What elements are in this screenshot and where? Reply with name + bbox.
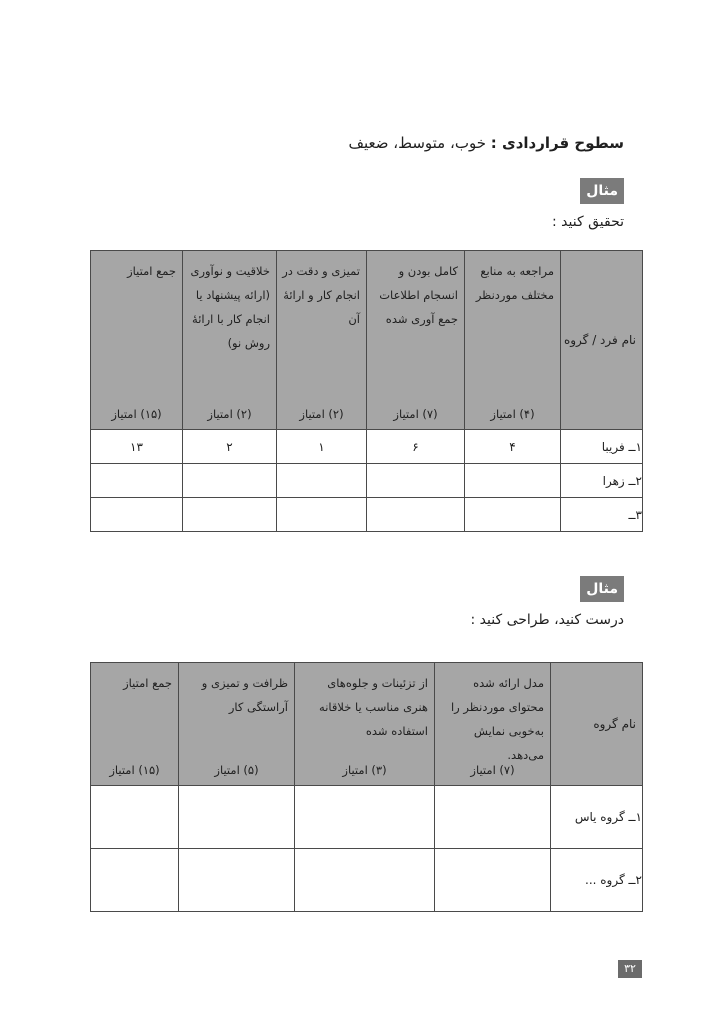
header-col: جمع امتیاز (۱۵) امتیاز [91,663,179,786]
section2-subtitle: درست کنید، طراحی کنید : [470,612,624,628]
score-cell [435,786,551,849]
score-cell: ۱ [277,430,367,464]
header-col: جمع امتیاز (۱۵) امتیاز [91,251,183,430]
row-label: ۱ــ فریبا [561,430,643,464]
score-cell: ۲ [183,430,277,464]
score-cell [91,786,179,849]
score-cell [295,786,435,849]
score-cell [277,464,367,498]
table-row [91,430,643,464]
score-cell: ۴ [465,430,561,464]
header-col: مدل ارائه شده محتوای موردنظر را به‌خوبی نمایش می‌دهد. (۷) امتیاز [435,663,551,786]
contract-levels-heading [64,132,624,154]
example-badge-2: مثال [580,576,624,602]
score-cell [435,849,551,912]
score-cell [179,786,295,849]
header-col: کامل بودن و انسجام اطلاعات جمع آوری شده (۷) امتیاز [367,251,465,430]
score-cell [465,464,561,498]
section1-subtitle: تحقیق کنید : [552,214,624,230]
score-cell: ۶ [367,430,465,464]
heading-levels: خوب، متوسط، ضعیف [348,134,491,152]
row-label: ۱ــ گروه یاس [551,786,643,849]
header-col: ظرافت و تمیزی و آراستگی کار (۵) امتیاز [179,663,295,786]
header-col: از تزئینات و جلوه‌های هنری مناسب یا خلاقانه استفاده شده (۳) امتیاز [295,663,435,786]
header-col: خلاقیت و نوآوری (ارائه پیشنهاد یا انجام کار با ارائهٔ روش نو) (۲) امتیاز [183,251,277,430]
example-badge-1: مثال [580,178,624,204]
score-cell [179,849,295,912]
row-label: ۲ــ زهرا [561,464,643,498]
score-cell [91,849,179,912]
table-row [91,849,643,912]
score-cell [91,498,183,532]
row-label: ۲ــ گروه ... [551,849,643,912]
score-cell [465,498,561,532]
table-row [91,786,643,849]
table-row [91,498,643,532]
rubric-table-1 [90,250,643,532]
header-col: تمیزی و دقت در انجام کار و ارائهٔ آن (۲) امتیاز [277,251,367,430]
score-cell: ۱۳ [91,430,183,464]
header-group-name: نام گروه [551,663,643,786]
score-cell [277,498,367,532]
score-cell [91,464,183,498]
row-label: ۳ــ [561,498,643,532]
table-row [91,464,643,498]
score-cell [183,464,277,498]
score-cell [295,849,435,912]
header-name-group: نام فرد / گروه [561,251,643,430]
score-cell [183,498,277,532]
heading-label: سطوح قراردادی : [490,134,624,152]
rubric-table-2 [90,662,643,912]
score-cell [367,498,465,532]
page-number: ۳۲ [618,960,642,978]
score-cell [367,464,465,498]
header-col: مراجعه به منابع مختلف موردنظر (۴) امتیاز [465,251,561,430]
